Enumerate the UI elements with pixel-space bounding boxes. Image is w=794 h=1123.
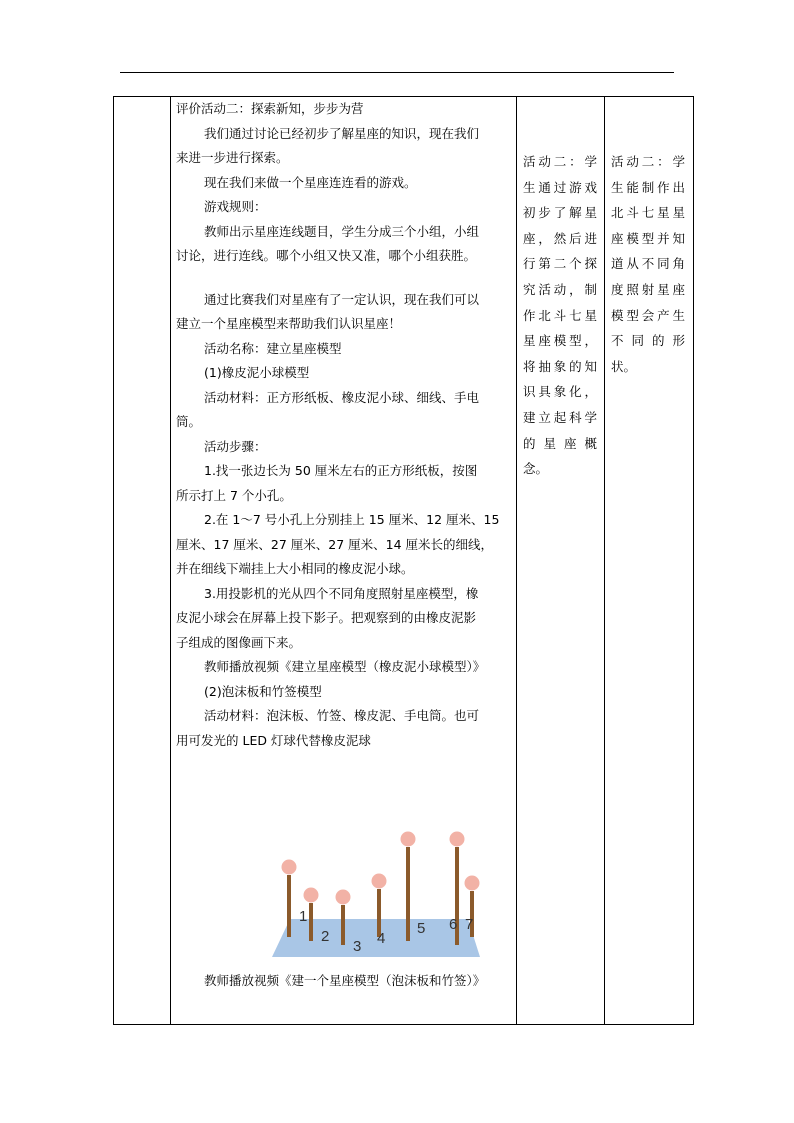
text-line: 游戏规则： <box>204 199 267 214</box>
bamboo-stick <box>287 875 291 937</box>
text-line: (2)泡沫板和竹签模型 <box>204 683 322 699</box>
cell-line: 初步了解星 <box>523 205 597 221</box>
header-rule <box>120 72 674 73</box>
text-line: 教师播放视频《建立星座模型（橡皮泥小球模型）》 <box>204 659 486 674</box>
column-divider <box>170 97 171 1024</box>
cell-line: 作北斗七星 <box>523 307 597 323</box>
evaluation-cell <box>611 149 685 379</box>
cell-line: 活动二：学 <box>523 154 597 169</box>
star-number-label: 3 <box>353 938 362 955</box>
text-line: 通过比赛我们对星座有了一定认识，现在我们可以 <box>204 291 480 307</box>
text-line: 用可发光的 LED 灯球代替橡皮泥球 <box>176 732 371 748</box>
text-line: 厘米、17 厘米、27 厘米、27 厘米、14 厘米长的细线， <box>176 536 494 552</box>
cell-line: 北斗七星星 <box>611 205 685 221</box>
activity-content-cell <box>176 97 516 988</box>
cell-line: 座，然后进 <box>523 230 597 246</box>
cell-line: 行第二个探 <box>523 256 597 272</box>
text-line: 活动步骤： <box>204 438 267 454</box>
cell-line: 的星座概 <box>523 435 597 451</box>
star-number-label: 6 <box>449 916 458 933</box>
text-line: 活动名称：建立星座模型 <box>204 340 342 356</box>
cell-line: 道从不同角 <box>611 256 685 272</box>
cell-line: 状。 <box>611 358 637 374</box>
text-line: 活动材料：泡沫板、竹签、橡皮泥、手电筒。也可 <box>204 708 480 723</box>
text-line: 讨论，进行连线。哪个小组又快又准，哪个小组获胜。 <box>176 248 477 263</box>
constellation-model-figure <box>260 829 480 959</box>
cell-line: 度照射星座 <box>611 281 685 297</box>
text-line: (1)橡皮泥小球模型 <box>204 365 310 380</box>
bamboo-stick <box>406 847 410 941</box>
clay-ball <box>372 874 387 889</box>
video-note: 教师播放视频《建一个星座模型（泡沫板和竹签）》 <box>204 973 486 988</box>
star-number-label: 2 <box>321 928 330 945</box>
cell-line: 建立起科学 <box>523 409 597 425</box>
cell-line: 星座模型， <box>523 333 597 349</box>
activity-title: 评价活动二：探索新知，步步为营 <box>176 101 364 116</box>
star-number-label: 5 <box>417 920 426 937</box>
clay-ball <box>336 890 351 905</box>
text-line: 子组成的图像画下来。 <box>176 634 302 650</box>
bamboo-stick <box>309 903 313 941</box>
clay-ball <box>282 860 297 875</box>
bamboo-stick <box>341 905 345 945</box>
text-line: 1.找一张边长为 50 厘米左右的正方形纸板，按图 <box>204 463 478 478</box>
cell-line: 究活动，制 <box>523 281 597 297</box>
column-divider <box>516 97 517 1024</box>
clay-ball <box>401 832 416 847</box>
cell-line: 识具象化， <box>523 384 597 400</box>
clay-ball <box>465 876 480 891</box>
text-line: 所示打上 7 个小孔。 <box>176 487 292 503</box>
blank-line <box>176 269 516 288</box>
star-number-label: 4 <box>377 930 386 947</box>
clay-ball <box>304 888 319 903</box>
cell-line: 座模型并知 <box>611 230 685 246</box>
text-line: 皮泥小球会在屏幕上投下影子。把观察到的由橡皮泥影 <box>176 610 477 625</box>
star-number-label: 1 <box>299 908 308 925</box>
clay-ball <box>450 832 465 847</box>
cell-line: 活动二：学 <box>611 154 685 169</box>
student-activity-cell <box>523 149 597 482</box>
cell-line: 将抽象的知 <box>523 358 597 374</box>
text-line: 我们通过讨论已经初步了解星座的知识，现在我们 <box>204 125 480 141</box>
text-line: 来进一步进行探索。 <box>176 150 289 165</box>
text-line: 并在细线下端挂上大小相同的橡皮泥小球。 <box>176 561 414 576</box>
cell-line: 不同的形 <box>611 333 685 349</box>
text-line: 活动材料：正方形纸板、橡皮泥小球、细线、手电 <box>204 389 480 405</box>
cell-line: 生能制作出 <box>611 179 685 195</box>
text-line: 2.在 1～7 号小孔上分别挂上 15 厘米、12 厘米、15 <box>204 512 500 527</box>
text-line: 3.用投影机的光从四个不同角度照射星座模型，橡 <box>204 585 479 601</box>
cell-line: 模型会产生 <box>611 307 685 323</box>
text-line: 建立一个星座模型来帮助我们认识星座！ <box>176 316 402 331</box>
text-line: 筒。 <box>176 414 202 429</box>
cell-line: 念。 <box>523 461 549 477</box>
activity-body <box>176 122 516 754</box>
star-number-label: 7 <box>465 916 474 933</box>
cell-line: 生通过游戏 <box>523 179 597 195</box>
lesson-table <box>113 96 694 1025</box>
column-divider <box>604 97 605 1024</box>
text-line: 现在我们来做一个星座连连看的游戏。 <box>204 174 417 190</box>
text-line: 教师出示星座连线题目，学生分成三个小组，小组 <box>204 223 480 239</box>
